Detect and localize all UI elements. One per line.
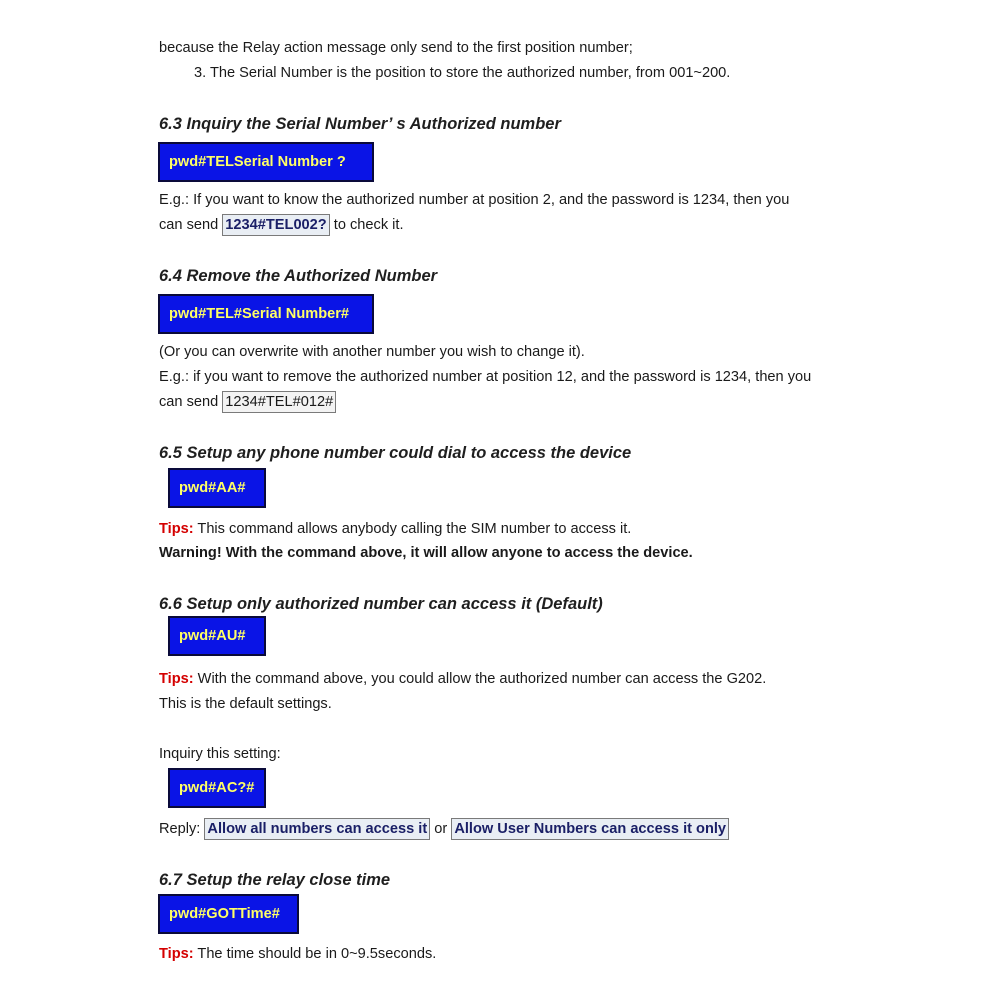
section-6-3-example-line-1: E.g.: If you want to know the authorized number at position 2, and the password is 1234, then you <box>159 192 790 208</box>
command-box-au: pwd#AU# <box>168 616 266 656</box>
command-box-ac-inquiry: pwd#AC?# <box>168 768 266 808</box>
example-suffix: to check it. <box>329 217 404 233</box>
reply-or: or <box>430 821 452 837</box>
tips-text: The time should be in 0~9.5seconds. <box>193 946 437 962</box>
example-prefix: can send <box>159 217 223 233</box>
section-6-3-example-line-2 <box>159 214 404 236</box>
tips-text: With the command above, you could allow the authorized number can access the G202. <box>193 671 767 687</box>
command-box-tel-serial-inquiry: pwd#TELSerial Number ? <box>158 142 374 182</box>
inquiry-label: Inquiry this setting: <box>159 746 281 762</box>
section-6-4-note: (Or you can overwrite with another number you wish to change it). <box>159 344 585 360</box>
reply-line <box>159 818 729 840</box>
example-code-highlight: 1234#TEL#012# <box>222 391 336 413</box>
reply-option-user-numbers: Allow User Numbers can access it only <box>451 818 729 840</box>
command-box-aa: pwd#AA# <box>168 468 266 508</box>
section-6-7-heading: 6.7 Setup the relay close time <box>159 871 391 889</box>
intro-line-2: 3. The Serial Number is the position to store the authorized number, from 001~200. <box>194 65 731 81</box>
section-6-6-tips <box>159 669 766 689</box>
tips-label: Tips: <box>159 671 194 687</box>
section-6-6-heading: 6.6 Setup only authorized number can access it (Default) <box>159 595 603 613</box>
reply-label: Reply: <box>159 821 205 837</box>
section-6-4-example-line-2 <box>159 391 336 413</box>
section-6-4-heading: 6.4 Remove the Authorized Number <box>159 267 438 285</box>
section-6-3-heading: 6.3 Inquiry the Serial Number’ s Authorized number <box>159 115 561 133</box>
section-6-5-warning: Warning! With the command above, it will allow anyone to access the device. <box>159 545 693 561</box>
command-box-got-time: pwd#GOTTime# <box>158 894 299 934</box>
tips-text: This command allows anybody calling the SIM number to access it. <box>193 521 632 537</box>
tips-label: Tips: <box>159 946 194 962</box>
command-box-tel-remove: pwd#TEL#Serial Number# <box>158 294 374 334</box>
section-6-5-tips <box>159 519 631 539</box>
example-code-highlight: 1234#TEL002? <box>222 214 329 236</box>
section-6-6-default-note: This is the default settings. <box>159 696 332 712</box>
section-6-4-example-line-1: E.g.: if you want to remove the authorized number at position 12, and the password is 1234, then you <box>159 369 812 385</box>
tips-label: Tips: <box>159 521 194 537</box>
section-6-7-tips <box>159 944 436 964</box>
section-6-5-heading: 6.5 Setup any phone number could dial to access the device <box>159 444 632 462</box>
reply-option-all-numbers: Allow all numbers can access it <box>204 818 430 840</box>
intro-line-1: because the Relay action message only send to the first position number; <box>159 40 633 56</box>
example-prefix: can send <box>159 394 223 410</box>
